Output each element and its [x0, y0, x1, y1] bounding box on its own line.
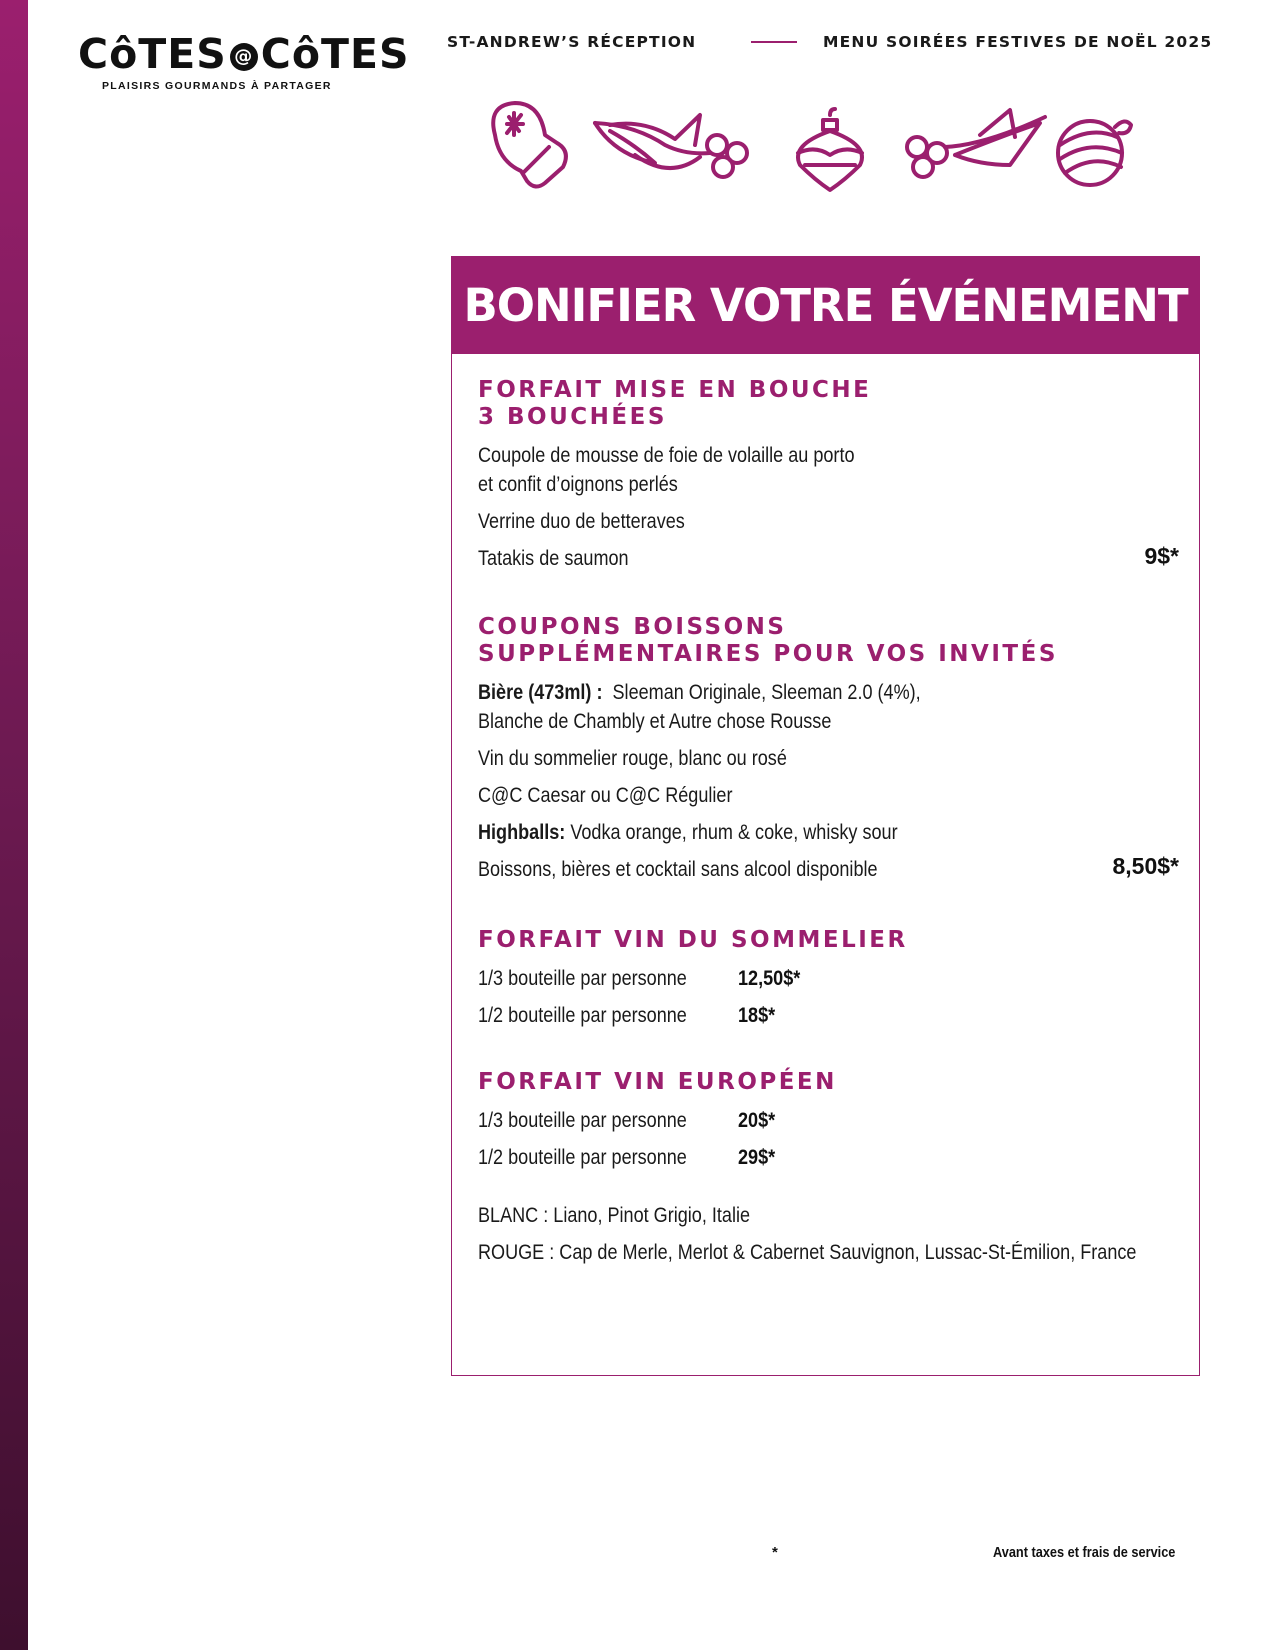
mitten-icon — [493, 103, 566, 187]
side-gradient-bar — [0, 0, 28, 1650]
holly-branch-icon — [595, 115, 747, 177]
section-subtitle: SUPPLÉMENTAIRES POUR VOS INVITÉS — [478, 641, 1058, 667]
section-title: FORFAIT MISE EN BOUCHE — [478, 377, 872, 403]
list-item: Verrine duo de betteraves — [478, 510, 685, 533]
header-menu-title: MENU SOIRÉES FESTIVES DE NOËL 2025 — [823, 33, 1213, 51]
list-item: Coupole de mousse de foie de volaille au porto — [478, 444, 855, 467]
wine-blanc-detail: BLANC : Liano, Pinot Grigio, Italie — [478, 1204, 751, 1227]
list-item: C@C Caesar ou C@C Régulier — [478, 784, 733, 807]
beer-item: Bière (473ml) : Sleeman Originale, Sleeman 2.0 (4%), — [478, 681, 921, 704]
footnote-star: * — [772, 1544, 778, 1561]
wine-option-label: 1/2 bouteille par personne — [478, 1146, 687, 1169]
holly-branch-icon — [907, 110, 1045, 177]
list-item: et confit d’oignons perlés — [478, 473, 678, 496]
event-upgrades-card — [451, 256, 1200, 1376]
wine-option-label: 1/3 bouteille par personne — [478, 1109, 687, 1132]
highballs-item: Highballs: Vodka orange, rhum & coke, whisky sour — [478, 821, 898, 844]
wine-option-label: 1/3 bouteille par personne — [478, 967, 687, 990]
list-item: Blanche de Chambly et Autre chose Rousse — [478, 710, 832, 733]
list-item: Boissons, bières et cocktail sans alcool disponible — [478, 858, 878, 881]
ornament-ball-icon — [1058, 121, 1131, 185]
section-coupons-boissons — [478, 614, 1179, 884]
wine-option-label: 1/2 bouteille par personne — [478, 1004, 687, 1027]
at-icon: @ — [230, 43, 258, 71]
header-venue: ST-ANDREW’S RÉCEPTION — [447, 33, 697, 51]
wine-option-row — [478, 964, 1179, 993]
wine-option-price: 20$* — [738, 1109, 776, 1132]
brand-logo — [78, 30, 410, 92]
section-title: COUPONS BOISSONS — [478, 614, 787, 640]
logo-wordmark: CôTES @ CôTES — [78, 30, 410, 78]
wine-option-price: 12,50$* — [738, 967, 801, 990]
wine-option-row — [478, 1106, 1179, 1135]
footnote-text: Avant taxes et frais de service — [993, 1544, 1176, 1561]
section-title: FORFAIT VIN DU SOMMELIER — [478, 927, 908, 953]
logo-tagline: PLAISIRS GOURMANDS À PARTAGER — [102, 80, 332, 92]
beer-label: Bière (473ml) : — [478, 681, 603, 704]
bauble-icon — [798, 109, 862, 190]
price-label: 9$* — [1144, 543, 1179, 569]
christmas-ornaments — [485, 95, 1175, 205]
wine-rouge-detail: ROUGE : Cap de Merle, Merlot & Cabernet Sauvignon, Lussac-St-Émilion, France — [478, 1241, 1137, 1264]
section-subtitle: 3 BOUCHÉES — [478, 404, 667, 430]
card-banner-title: BONIFIER VOTRE ÉVÉNEMENT — [452, 257, 1199, 354]
header-divider — [751, 41, 797, 43]
list-item: Tatakis de saumon — [478, 547, 629, 570]
price-label: 8,50$* — [1112, 853, 1179, 879]
section-forfait-vin-sommelier — [478, 927, 1179, 1030]
section-forfait-vin-europeen — [478, 1069, 1179, 1267]
wine-option-price: 29$* — [738, 1146, 776, 1169]
wine-option-row — [478, 1001, 1179, 1030]
highballs-label: Highballs: — [478, 821, 566, 844]
section-title: FORFAIT VIN EUROPÉEN — [478, 1069, 837, 1095]
section-forfait-mise-en-bouche — [478, 377, 1179, 573]
list-item: Vin du sommelier rouge, blanc ou rosé — [478, 747, 787, 770]
wine-option-row — [478, 1143, 1179, 1172]
wine-option-price: 18$* — [738, 1004, 776, 1027]
